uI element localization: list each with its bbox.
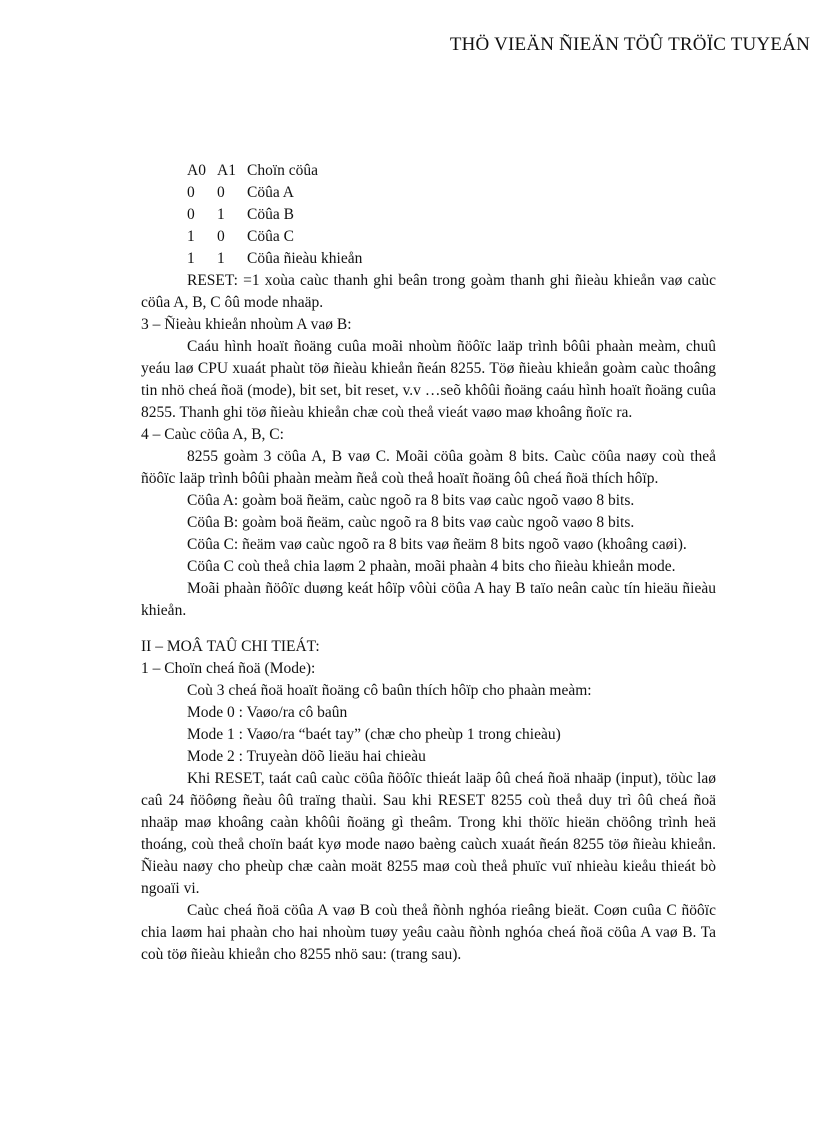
table-row — [141, 226, 716, 248]
table-cell: Cöûa C — [247, 228, 294, 245]
table-cell: 1 — [217, 250, 225, 267]
text-line: 3 – Ñieàu khieån nhoùm A vaø B: — [141, 316, 352, 333]
paragraph: Caùc cheá ñoä cöûa A vaø B coù theå ñònh nghóa rieâng bieät. Coøn cuûa C ñöôïc chia laøm hai phaàn cho hai nhoùm tuøy yeâu caàu ñònh nghóa cheá ñoä cöûa A vaø B. Ta coù töø ñieàu khieån cho 8255 nhö sau: (trang sau). — [141, 902, 716, 963]
text-block — [141, 270, 716, 966]
paragraph: 8255 goàm 3 cöûa A, B vaø C. Moãi cöûa goàm 8 bits. Caùc cöûa naøy coù theå ñöôïc laäp trình bôûi phaàn meàm ñeå coù theå hoaït ñoäng ôû cheá ñoä thích hôïp. — [141, 448, 716, 487]
table-cell: Cöûa A — [247, 184, 294, 201]
text-line: 1 – Choïn cheá ñoä (Mode): — [141, 660, 316, 677]
table-cell: 1 — [187, 228, 195, 245]
paragraph: Khi RESET, taát caû caùc cöûa ñöôïc thieát laäp ôû cheá ñoä nhaäp (input), töùc laø caû 24 ñöôøng ñeàu ôû traïng thaùi. Sau khi RESET 8255 coù theå duy trì ôû cheá ñoä nhaäp maø khoâng caàn khôûi ñoäng gì theâm. Trong khi thöïc hieän chöông trình heä thoáng, coù theå choïn baát kyø mode naøo baèng caùch xuaát ñeán 8255 töø ñieàu khieån. Ñieàu naøy cho pheùp chæ caàn moät 8255 maø coù theå phuïc vuï nhieàu kieåu thieát bò ngoaïi vi. — [141, 770, 716, 897]
header-a0: A0 — [187, 162, 206, 179]
header-port-select: Choïn cöûa — [247, 162, 319, 179]
table-row — [141, 204, 716, 226]
document-body — [141, 160, 716, 966]
text-line: Cöûa B: goàm boä ñeäm, caùc ngoõ ra 8 bits vaø caùc ngoõ vaøo 8 bits. — [187, 514, 635, 531]
text-line: Mode 2 : Truyeàn döõ lieäu hai chieàu — [187, 748, 426, 765]
table-header-row — [141, 160, 716, 182]
text-line: Cöûa C coù theå chia laøm 2 phaàn, moãi phaàn 4 bits cho ñieàu khieån mode. — [187, 558, 676, 575]
text-line: Mode 0 : Vaøo/ra cô baûn — [187, 704, 348, 721]
text-line: 4 – Caùc cöûa A, B, C: — [141, 426, 284, 443]
text-line: Mode 1 : Vaøo/ra “baét tay” (chæ cho pheùp 1 trong chieàu) — [187, 726, 561, 743]
table-row — [141, 248, 716, 270]
text-line: II – MOÂ TAÛ CHI TIEÁT: — [141, 638, 320, 655]
header-a1: A1 — [217, 162, 236, 179]
paragraph: Caáu hình hoaït ñoäng cuûa moãi nhoùm ñöôïc laäp trình bôûi phaàn meàm, chuû yeáu laø CPU xuaát phaùt töø ñieàu khieån ñeán 8255. Töø ñieàu khieån goàm caùc thoâng tin nhö cheá ñoä (mode), bit set, bit reset, v.v …seõ khôûi ñoäng caáu hình hoaït ñoäng cuûa 8255. Thanh ghi töø ñieàu khieån chæ coù theå vieát vaøo maø khoâng ñoïc ra. — [141, 338, 716, 421]
text-line: Cöûa C: ñeäm vaø caùc ngoõ ra 8 bits vaø ñeäm 8 bits ngoõ vaøo (khoâng caøi). — [187, 536, 687, 553]
table-cell: 0 — [187, 184, 195, 201]
table-cell: Cöûa B — [247, 206, 294, 223]
text-line: Coù 3 cheá ñoä hoaït ñoäng cô baûn thích hôïp cho phaàn meàm: — [187, 682, 592, 699]
table-cell: 0 — [217, 228, 225, 245]
table-cell: 0 — [187, 206, 195, 223]
paragraph: Moãi phaàn ñöôïc duøng keát hôïp vôùi cöûa A hay B taïo neân caùc tín hieäu ñieàu khieån. — [141, 580, 716, 619]
table-cell: Cöûa ñieàu khieån — [247, 250, 363, 267]
text-line: Cöûa A: goàm boä ñeäm, caùc ngoõ ra 8 bits vaø caùc ngoõ vaøo 8 bits. — [187, 492, 635, 509]
port-select-table — [141, 160, 716, 270]
spacer — [141, 622, 716, 636]
page-header: THÖ VIEÄN ÑIEÄN TÖÛ TRÖÏC TUYEÁN — [449, 34, 810, 55]
paragraph: RESET: =1 xoùa caùc thanh ghi beân trong goàm thanh ghi ñieàu khieån vaø caùc cöûa A, B, C ôû mode nhaäp. — [141, 272, 716, 311]
table-row — [141, 182, 716, 204]
table-cell: 0 — [217, 184, 225, 201]
table-cell: 1 — [187, 250, 195, 267]
table-cell: 1 — [217, 206, 225, 223]
